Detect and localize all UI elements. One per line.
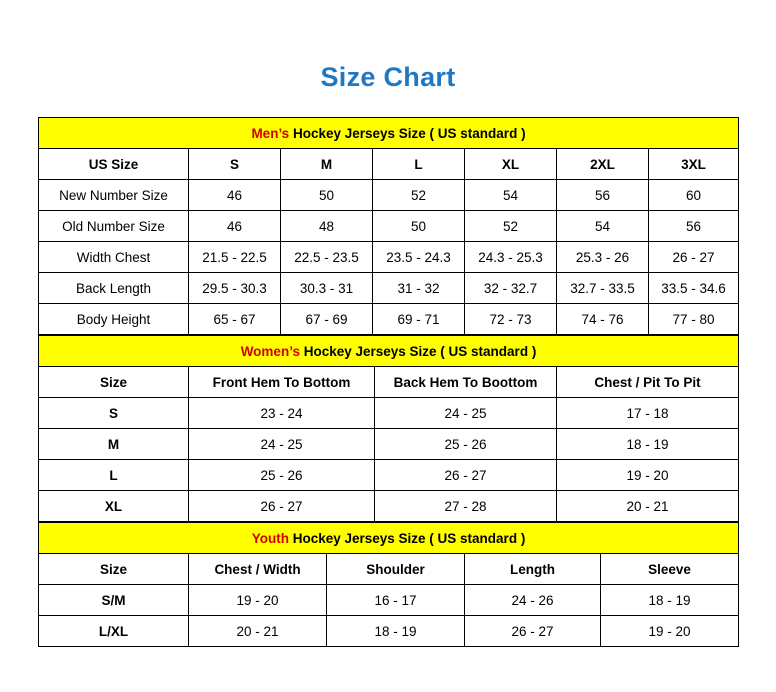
table-row [39, 211, 739, 242]
youth-header-cell: Shoulder [327, 554, 465, 585]
mens-cell: 23.5 - 24.3 [373, 242, 465, 273]
mens-cell: 46 [189, 211, 281, 242]
youth-header-cell: Length [465, 554, 601, 585]
mens-banner-accent: Men’s [251, 125, 290, 141]
mens-cell: 56 [649, 211, 739, 242]
table-row [39, 273, 739, 304]
womens-cell: 24 - 25 [189, 429, 375, 460]
table-header-row [39, 149, 739, 180]
youth-cell: 18 - 19 [601, 585, 739, 616]
womens-cell: 25 - 26 [189, 460, 375, 491]
mens-cell: 25.3 - 26 [557, 242, 649, 273]
mens-header-cell: 2XL [557, 149, 649, 180]
mens-cell: 32 - 32.7 [465, 273, 557, 304]
mens-cell: 74 - 76 [557, 304, 649, 335]
youth-header-cell: Chest / Width [189, 554, 327, 585]
womens-row-label: XL [39, 491, 189, 522]
womens-cell: 27 - 28 [375, 491, 557, 522]
womens-banner [39, 336, 739, 367]
table-row [39, 242, 739, 273]
mens-banner-rest: Hockey Jerseys Size ( US standard ) [289, 125, 526, 141]
mens-row-label: New Number Size [39, 180, 189, 211]
mens-header-cell: L [373, 149, 465, 180]
mens-cell: 33.5 - 34.6 [649, 273, 739, 304]
mens-cell: 56 [557, 180, 649, 211]
mens-cell: 72 - 73 [465, 304, 557, 335]
youth-row-label: S/M [39, 585, 189, 616]
table-row [39, 429, 739, 460]
womens-banner-rest: Hockey Jerseys Size ( US standard ) [299, 343, 537, 359]
youth-size-table [38, 522, 739, 647]
youth-cell: 18 - 19 [327, 616, 465, 647]
youth-cell: 16 - 17 [327, 585, 465, 616]
mens-cell: 50 [373, 211, 465, 242]
youth-cell: 20 - 21 [189, 616, 327, 647]
table-banner-row [39, 336, 739, 367]
mens-banner [39, 118, 739, 149]
womens-cell: 19 - 20 [557, 460, 739, 491]
mens-cell: 54 [557, 211, 649, 242]
youth-row-label: L/XL [39, 616, 189, 647]
mens-cell: 54 [465, 180, 557, 211]
womens-banner-accent: Women’s [240, 343, 300, 359]
mens-cell: 52 [373, 180, 465, 211]
mens-cell: 32.7 - 33.5 [557, 273, 649, 304]
mens-row-label: Width Chest [39, 242, 189, 273]
mens-cell: 69 - 71 [373, 304, 465, 335]
mens-cell: 29.5 - 30.3 [189, 273, 281, 304]
womens-cell: 26 - 27 [375, 460, 557, 491]
youth-cell: 19 - 20 [189, 585, 327, 616]
youth-cell: 19 - 20 [601, 616, 739, 647]
womens-size-table [38, 335, 739, 522]
womens-row-label: S [39, 398, 189, 429]
womens-header-cell: Front Hem To Bottom [189, 367, 375, 398]
mens-row-label: Body Height [39, 304, 189, 335]
womens-cell: 25 - 26 [375, 429, 557, 460]
womens-header-cell: Size [39, 367, 189, 398]
mens-cell: 50 [281, 180, 373, 211]
mens-cell: 46 [189, 180, 281, 211]
mens-cell: 60 [649, 180, 739, 211]
table-row [39, 491, 739, 522]
womens-cell: 23 - 24 [189, 398, 375, 429]
table-row [39, 398, 739, 429]
mens-cell: 26 - 27 [649, 242, 739, 273]
table-banner-row [39, 523, 739, 554]
womens-cell: 26 - 27 [189, 491, 375, 522]
womens-row-label: M [39, 429, 189, 460]
mens-header-cell: M [281, 149, 373, 180]
youth-banner-accent: Youth [251, 530, 289, 546]
womens-cell: 17 - 18 [557, 398, 739, 429]
mens-header-cell: 3XL [649, 149, 739, 180]
mens-cell: 65 - 67 [189, 304, 281, 335]
mens-size-table [38, 117, 739, 335]
table-row [39, 460, 739, 491]
table-row [39, 585, 739, 616]
youth-header-cell: Sleeve [601, 554, 739, 585]
youth-cell: 24 - 26 [465, 585, 601, 616]
page-title: Size Chart [320, 62, 456, 92]
mens-cell: 24.3 - 25.3 [465, 242, 557, 273]
table-header-row [39, 554, 739, 585]
mens-header-cell: S [189, 149, 281, 180]
youth-cell: 26 - 27 [465, 616, 601, 647]
size-chart-container [38, 117, 738, 647]
womens-header-cell: Chest / Pit To Pit [557, 367, 739, 398]
mens-header-cell: XL [465, 149, 557, 180]
mens-cell: 52 [465, 211, 557, 242]
mens-cell: 31 - 32 [373, 273, 465, 304]
table-row [39, 616, 739, 647]
mens-cell: 21.5 - 22.5 [189, 242, 281, 273]
table-row [39, 304, 739, 335]
mens-row-label: Back Length [39, 273, 189, 304]
mens-cell: 30.3 - 31 [281, 273, 373, 304]
youth-header-cell: Size [39, 554, 189, 585]
womens-row-label: L [39, 460, 189, 491]
womens-cell: 20 - 21 [557, 491, 739, 522]
mens-cell: 77 - 80 [649, 304, 739, 335]
table-row [39, 180, 739, 211]
womens-cell: 18 - 19 [557, 429, 739, 460]
mens-header-cell: US Size [39, 149, 189, 180]
table-header-row [39, 367, 739, 398]
womens-header-cell: Back Hem To Boottom [375, 367, 557, 398]
youth-banner [39, 523, 739, 554]
womens-cell: 24 - 25 [375, 398, 557, 429]
mens-row-label: Old Number Size [39, 211, 189, 242]
youth-banner-rest: Hockey Jerseys Size ( US standard ) [288, 530, 526, 546]
mens-cell: 67 - 69 [281, 304, 373, 335]
mens-cell: 48 [281, 211, 373, 242]
table-banner-row [39, 118, 739, 149]
mens-cell: 22.5 - 23.5 [281, 242, 373, 273]
